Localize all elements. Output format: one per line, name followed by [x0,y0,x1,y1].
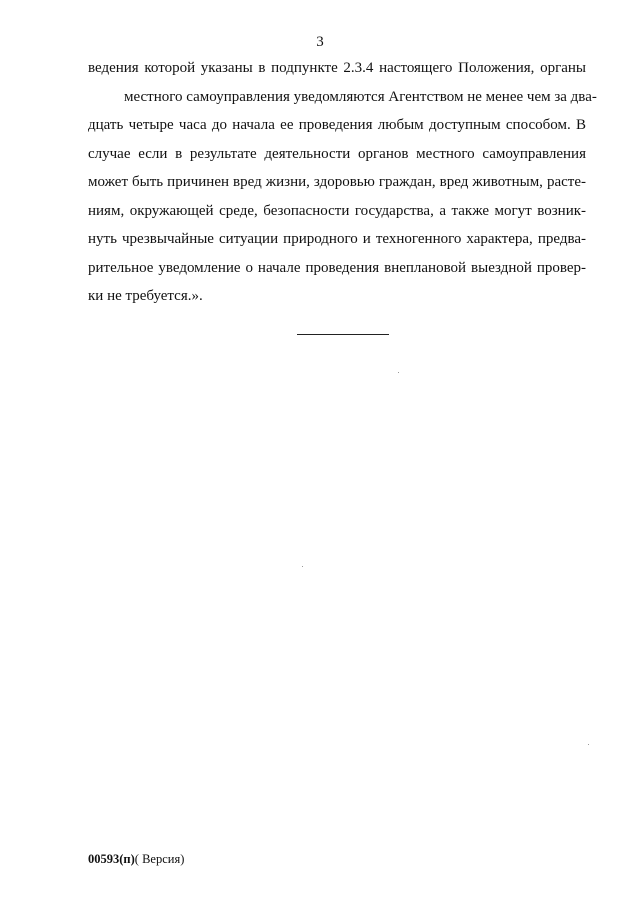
scan-speck [588,744,589,745]
document-footer [88,852,184,867]
text-line: ниям, окружающей среде, безопасности государства, а также могут возник- [88,202,586,219]
text-line: нуть чрезвычайные ситуации природного и техногенного характера, предва- [88,231,586,247]
scan-speck [398,372,399,373]
text-line: дцать четыре часа до начала ее проведения любым доступным способом. В [88,117,586,133]
text-line: ки не требуется.». [88,288,203,304]
text-line: местного самоуправления уведомляются Агентством не менее чем за два- [124,88,597,105]
text-line: случае если в результате деятельности органов местного самоуправления [88,145,586,162]
text-line: ведения которой указаны в подпункте 2.3.4 настоящего Положения, органы [88,60,586,76]
document-version: ( Версия) [134,852,185,866]
document-code: 00593(п) [88,852,135,866]
text-line: может быть причинен вред жизни, здоровью граждан, вред животным, расте- [88,174,586,190]
body-paragraph [88,54,597,311]
scan-speck [302,566,303,567]
section-divider [297,334,389,335]
page-number: 3 [316,34,324,50]
text-line: рительное уведомление о начале проведения внеплановой выездной провер- [88,259,586,276]
